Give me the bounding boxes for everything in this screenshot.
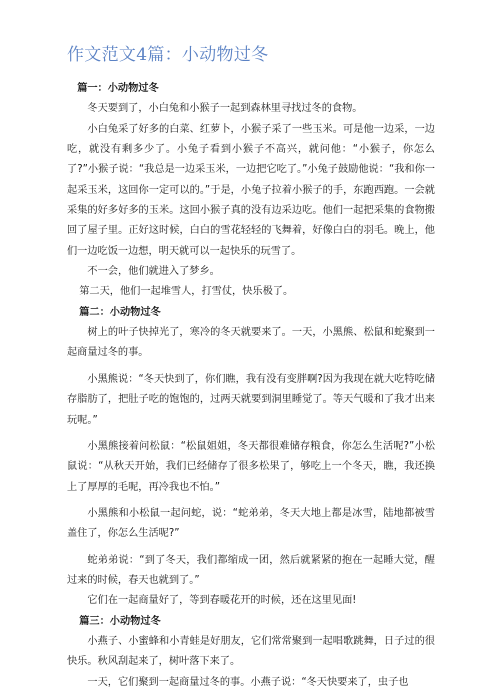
- paragraph: 树上的叶子快掉光了，寒冷的冬天就要来了。一天，小黑熊、松鼠和蛇聚到一起商量过冬的事。: [67, 327, 435, 359]
- paragraph: 小白兔采了好多的白菜、红萝卜，小猴子采了一些玉米。可是他一边采，一边吃，就没有剩多少了。小兔子看到小猴子不高兴，就问他：“小猴子，你怎么了?”小猴子说：“我总是一边采玉米，一边把它吃了。”小兔子鼓励他说：“我和你一起采玉米，这回你一定可以的。”于是，小兔子拉着小猴子的手，东跑西跑。一会就采集的好多好多的玉米。这回小猴子真的没有边采边吃。他们一起把采集的食物搬回了屋子里。正好这时候，白白的雪花轻轻的飞舞着，好像白白的羽毛。晚上，他们一边吃饭一边想，明天就可以一起快乐的玩雪了。: [67, 123, 435, 257]
- paragraph: 蛇弟弟说：“到了冬天，我们都缩成一团，然后就紧紧的抱在一起睡大觉，醒过来的时候，春天也就到了。”: [67, 554, 435, 586]
- paragraph: 它们在一起商量好了，等到春暖花开的时候，还在这里见面!: [87, 595, 357, 607]
- section-heading-2: 篇二：小动物过冬: [79, 306, 161, 318]
- paragraph: 第二天，他们一起堆雪人，打雪仗，快乐极了。: [79, 286, 294, 298]
- paragraph: 小燕子、小蜜蜂和小青蛙是好朋友，它们常常聚到一起唱歌跳舞，日子过的很快乐。秋风刮起来了，树叶落下来了。: [67, 635, 435, 668]
- paragraph: 小黑熊接着问松鼠：“松鼠姐姐，冬天都很难储存粮食，你怎么生活呢?”小松鼠说：“从秋天开始，我们已经储存了很多松果了，够吃上一个冬天，瞧，我还换上了厚厚的毛呢，再冷我也不怕。”: [67, 440, 435, 493]
- section-heading-1: 篇一：小动物过冬: [77, 83, 159, 94]
- document-title: 作文范文4篇：小动物过冬: [67, 45, 269, 65]
- document-body: [67, 79, 435, 693]
- paragraph: 不一会，他们就进入了梦乡。: [87, 266, 220, 278]
- paragraph: 小黑熊和小松鼠一起问蛇，说：“蛇弟弟，冬天大地上都是冰雪，陆地都被雪盖住了，你怎么生活呢?”: [67, 507, 435, 540]
- paragraph: 小黑熊说：“冬天快到了，你们瞧，我有没有变胖啊?因为我现在就大吃特吃储存脂肪了，把肚子吃的饱饱的，过两天就要到洞里睡觉了。等天气暖和了我才出来玩呢。”: [67, 373, 435, 426]
- paragraph: 冬天要到了，小白兔和小猴子一起到森林里寻找过冬的食物。: [87, 103, 363, 115]
- section-heading-3: 篇三：小动物过冬: [79, 615, 161, 627]
- paragraph: 一天，它们聚到一起商量过冬的事。小燕子说：“冬天快要来了，虫子也: [87, 676, 409, 688]
